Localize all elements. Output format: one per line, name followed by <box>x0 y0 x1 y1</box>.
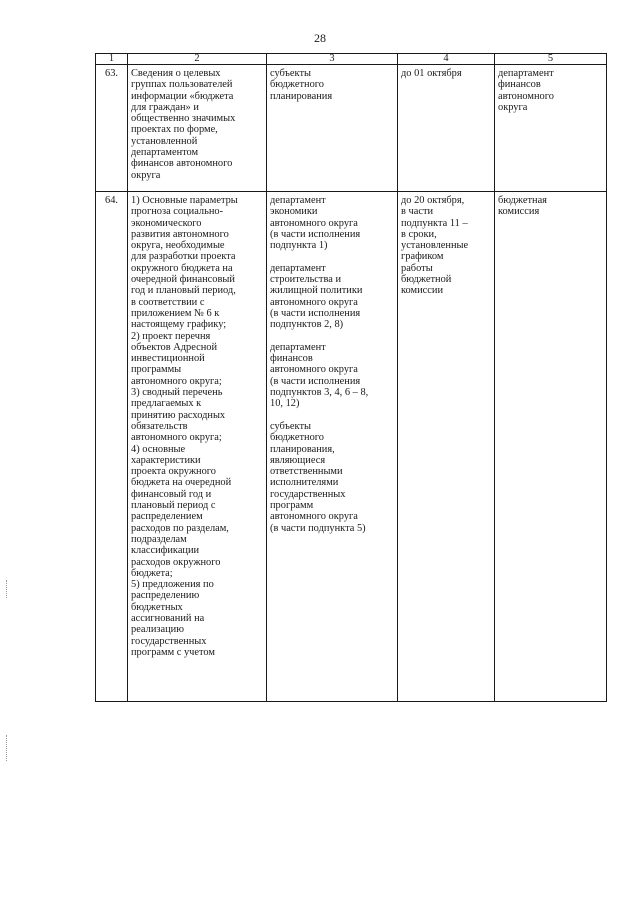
text-line: планирования, <box>270 443 335 455</box>
text-line: программы <box>131 364 182 376</box>
text-line: экономики <box>270 206 318 218</box>
text-line: распределению <box>131 590 200 602</box>
text-line: настоящему графику; <box>131 319 227 331</box>
text-line: инвестиционной <box>131 353 205 365</box>
column-number: 5 <box>495 54 607 65</box>
paragraph-gap <box>270 251 394 262</box>
text-line: в сроки, <box>401 228 437 240</box>
text-line: бюджета; <box>131 567 173 579</box>
responsible-entry <box>270 421 394 534</box>
text-line: автономного округа <box>270 364 358 376</box>
text-line: характеристики <box>131 454 201 466</box>
text-line: ассигнований на <box>131 612 205 624</box>
column-number-row <box>96 54 607 65</box>
text-line: подпунктов 3, 4, 6 – 8, <box>270 387 369 399</box>
description-cell <box>128 65 267 192</box>
text-line: программ <box>270 500 314 512</box>
text-line: бюджетного <box>270 79 324 91</box>
text-line: объектов Адресной <box>131 341 218 353</box>
text-line: проектах по форме, <box>131 124 218 136</box>
text-line: подразделам <box>131 533 187 545</box>
paragraph-gap <box>270 331 394 342</box>
responsible-entry <box>270 342 394 410</box>
recipient-cell <box>495 192 607 702</box>
text-line: автономного округа; <box>131 432 222 444</box>
text-line: приложением № 6 к <box>131 307 220 319</box>
text-line: бюджетного <box>270 432 324 444</box>
text-line: принятию расходных <box>131 409 226 421</box>
responsible-entry <box>270 195 394 251</box>
text-line: 4) основные <box>131 443 186 455</box>
text-line: строительства и <box>270 274 341 286</box>
text-line: округа, необходимые <box>131 240 225 252</box>
text-line: 1) Основные параметры <box>131 195 238 206</box>
text-line: бюджетной <box>401 274 452 286</box>
text-line: являющиеся <box>270 454 326 466</box>
text-line: подпункта 11 – <box>401 217 468 229</box>
text-line: департамент <box>498 68 554 79</box>
text-line: автономного округа; <box>131 375 222 387</box>
text-line: установленной <box>131 135 198 147</box>
text-line: до 20 октября, <box>401 195 465 206</box>
text-line: распределением <box>131 511 203 523</box>
row-number: 63. <box>96 65 128 192</box>
text-line: исполнителями <box>270 477 339 489</box>
column-number: 4 <box>398 54 495 65</box>
text-line: для разработки проекта <box>131 251 236 263</box>
text-line: для граждан» и <box>131 101 199 113</box>
text-line: 10, 12) <box>270 398 300 410</box>
text-line: 3) сводный перечень <box>131 387 223 399</box>
table-row <box>96 192 607 702</box>
text-line: финансов автономного <box>131 158 233 170</box>
text-line: жилищной политики <box>270 285 363 297</box>
text-line: планирования <box>270 90 333 102</box>
text-line: бюджетная <box>498 195 547 206</box>
text-line: (в части исполнения <box>270 375 361 387</box>
text-line: установленные <box>401 240 469 252</box>
text-line: группах пользователей <box>131 79 233 91</box>
text-line: автономного округа <box>270 217 358 229</box>
text-line: в части <box>401 206 434 218</box>
text-line: департаментом <box>131 147 199 159</box>
text-line: общественно значимых <box>131 113 236 125</box>
text-line: департамент <box>270 262 326 274</box>
table-row <box>96 65 607 192</box>
text-line: субъекты <box>270 420 311 432</box>
responsible-entry <box>270 68 394 102</box>
responsible-entry <box>270 263 394 331</box>
text-line: прогноза социально- <box>131 206 224 218</box>
recipient-cell <box>495 65 607 192</box>
text-line: 5) предложения по <box>131 579 214 591</box>
row-number: 64. <box>96 192 128 702</box>
text-line: графиком <box>401 251 444 263</box>
text-line: очередной финансовый <box>131 274 235 286</box>
text-line: (в части исполнения <box>270 307 361 319</box>
text-line: субъекты <box>270 68 311 79</box>
text-line: 2) проект перечня <box>131 330 211 342</box>
column-number: 2 <box>128 54 267 65</box>
scan-edge-mark <box>6 580 10 598</box>
column-number: 3 <box>267 54 398 65</box>
paragraph-gap <box>270 410 394 421</box>
responsible-cell <box>267 65 398 192</box>
text-line: экономического <box>131 217 202 229</box>
text-line: реализацию <box>131 624 184 636</box>
text-line: обязательств <box>131 420 188 432</box>
text-line: финансовый год и <box>131 488 212 500</box>
text-line: развития автономного <box>131 228 229 240</box>
text-line: окружного бюджета на <box>131 262 233 274</box>
text-line: (в части подпункта 5) <box>270 522 366 534</box>
text-line: государственных <box>270 488 346 500</box>
column-number: 1 <box>96 54 128 65</box>
text-line: в соответствии с <box>131 296 205 308</box>
text-line: (в части исполнения <box>270 228 361 240</box>
text-line: автономного округа <box>270 511 358 523</box>
text-line: финансов <box>270 353 313 365</box>
page-number: 28 <box>314 31 326 45</box>
text-line: расходов по разделам, <box>131 522 229 534</box>
description-cell <box>128 192 267 702</box>
text-line: плановый период с <box>131 500 216 512</box>
text-line: до 01 октября <box>401 68 462 79</box>
text-line: комиссия <box>498 206 540 218</box>
text-line: предлагаемых к <box>131 398 202 410</box>
text-line: финансов <box>498 79 541 91</box>
text-line: расходов окружного <box>131 556 221 568</box>
text-line: год и плановый период, <box>131 285 236 297</box>
text-line: проекта окружного <box>131 466 216 478</box>
text-line: автономного <box>498 90 554 102</box>
text-line: округа <box>131 169 161 181</box>
deadline-cell <box>398 65 495 192</box>
text-line: департамент <box>270 195 326 206</box>
text-line: округа <box>498 101 528 113</box>
text-line: бюджета на очередной <box>131 477 232 489</box>
text-line: подпункта 1) <box>270 240 328 252</box>
text-line: комиссии <box>401 285 443 297</box>
text-line: автономного округа <box>270 296 358 308</box>
text-line: ответственными <box>270 466 343 478</box>
text-line: программ с учетом <box>131 646 215 658</box>
text-line: работы <box>401 262 433 274</box>
text-line: департамент <box>270 341 326 353</box>
deadline-cell <box>398 192 495 702</box>
text-line: классификации <box>131 545 200 557</box>
responsible-cell <box>267 192 398 702</box>
scan-edge-mark <box>6 735 10 761</box>
text-line: бюджетных <box>131 601 183 613</box>
schedule-table <box>95 53 607 702</box>
text-line: государственных <box>131 635 207 647</box>
text-line: информации «бюджета <box>131 90 234 102</box>
text-line: подпунктов 2, 8) <box>270 319 344 331</box>
text-line: Сведения о целевых <box>131 68 221 79</box>
